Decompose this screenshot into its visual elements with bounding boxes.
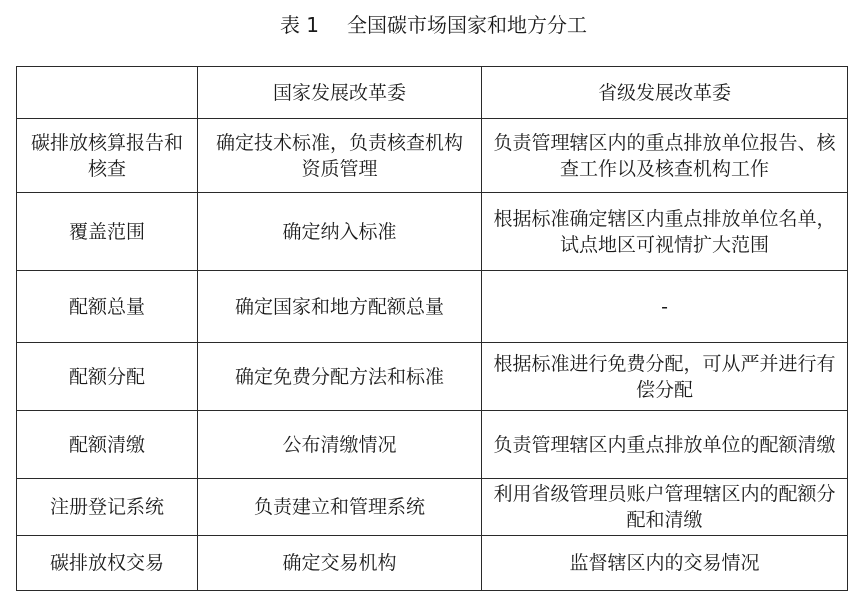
row-national-cell: 确定技术标准，负责核查机构资质管理 (198, 119, 482, 193)
row-provincial-cell: 负责管理辖区内的重点排放单位报告、核查工作以及核查机构工作 (482, 119, 848, 193)
row-item-cell: 碳排放核算报告和核查 (17, 119, 198, 193)
table-header-row (17, 67, 848, 119)
row-national-cell: 确定免费分配方法和标准 (198, 343, 482, 411)
table-row (17, 411, 848, 479)
table-row (17, 536, 848, 591)
table-row (17, 343, 848, 411)
table-caption (0, 10, 867, 40)
row-national-cell: 确定纳入标准 (198, 193, 482, 271)
division-of-labor-table (16, 66, 848, 591)
row-item-cell: 覆盖范围 (17, 193, 198, 271)
row-provincial-cell: 根据标准确定辖区内重点排放单位名单，试点地区可视情扩大范围 (482, 193, 848, 271)
table-title: 全国碳市场国家和地方分工 (347, 13, 588, 37)
row-provincial-cell: 利用省级管理员账户管理辖区内的配额分配和清缴 (482, 479, 848, 536)
header-cell-item (17, 67, 198, 119)
table-number: 表 1 (279, 13, 320, 37)
table-row (17, 479, 848, 536)
row-item-cell: 配额总量 (17, 271, 198, 343)
row-item-cell: 配额清缴 (17, 411, 198, 479)
table-row (17, 193, 848, 271)
row-provincial-cell: 根据标准进行免费分配，可从严并进行有偿分配 (482, 343, 848, 411)
row-national-cell: 确定国家和地方配额总量 (198, 271, 482, 343)
row-national-cell: 公布清缴情况 (198, 411, 482, 479)
row-item-cell: 碳排放权交易 (17, 536, 198, 591)
table-row (17, 119, 848, 193)
row-national-cell: 负责建立和管理系统 (198, 479, 482, 536)
row-provincial-cell: - (482, 271, 848, 343)
row-provincial-cell: 负责管理辖区内重点排放单位的配额清缴 (482, 411, 848, 479)
header-cell-national: 国家发展改革委 (198, 67, 482, 119)
row-item-cell: 配额分配 (17, 343, 198, 411)
row-provincial-cell: 监督辖区内的交易情况 (482, 536, 848, 591)
header-cell-provincial: 省级发展改革委 (482, 67, 848, 119)
table-row (17, 271, 848, 343)
row-item-cell: 注册登记系统 (17, 479, 198, 536)
row-national-cell: 确定交易机构 (198, 536, 482, 591)
